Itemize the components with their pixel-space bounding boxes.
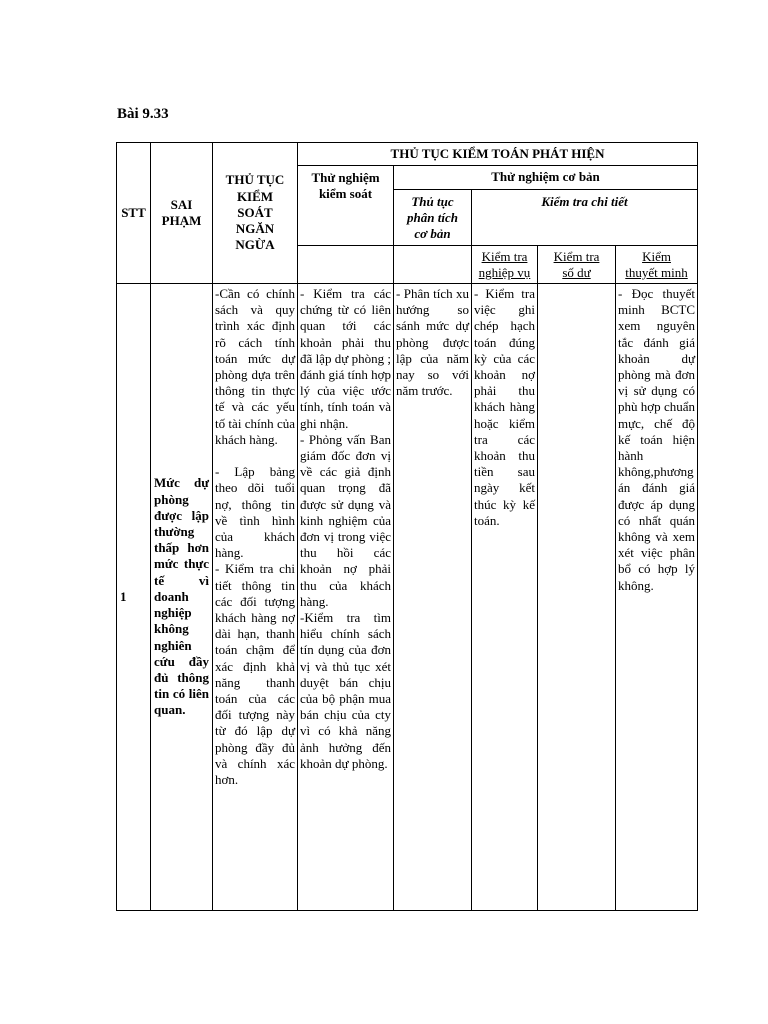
row-transaction-test: - Kiểm tra việc ghi chép hạch toán đúng kỳ của các khoản nợ phải thu khách hàng hoặc kiểm tra các khoản thu tiền sau ngày kết thúc kỳ kế toán.	[472, 284, 538, 911]
exercise-title: Bài 9.33	[117, 106, 169, 122]
header-transaction-test: Kiểm tra nghiệp vụ	[472, 246, 538, 284]
header-analytical-procedures: Thủ tục phân tích cơ bản	[394, 190, 472, 246]
header-detective-procedures: THỦ TỤC KIỂM TOÁN PHÁT HIỆN	[298, 143, 698, 166]
table-row	[117, 284, 698, 911]
header-analytical-blank	[394, 246, 472, 284]
row-error-description: Mức dự phòng được lập thường thấp hơn mức thực tế vì doanh nghiệp không nghiên cứu đầy đủ thông tin có liên quan.	[151, 284, 213, 911]
header-disclosure-test: Kiểm thuyết minh	[616, 246, 698, 284]
header-substantive-test: Thử nghiệm cơ bản	[394, 166, 698, 190]
header-sai-pham: SAI PHẠM	[151, 143, 213, 284]
header-balance-test: Kiểm tra số dư	[538, 246, 616, 284]
row-preventive-procedure: -Cần có chính sách và quy trình xác định rõ cách tính toán mức dự phòng dựa trên thông tin thực tế và các yếu tố tài chính của khách hàng. - Lập bảng theo dõi tuổi nợ, thông tin về tình hình của khách hàng. - Kiểm tra chi tiết thông tin các đối tượng khách hàng nợ dài hạn, thanh toán chậm để xác định khả năng thanh toán của các đối tượng này từ đó lập dự phòng đầy đủ và chính xác hơn.	[213, 284, 298, 911]
header-preventive-procedures: THỦ TỤC KIỂM SOÁT NGĂN NGỪA	[213, 143, 298, 284]
header-stt: STT	[117, 143, 151, 284]
audit-procedures-table	[116, 142, 698, 911]
row-balance-test	[538, 284, 616, 911]
header-control-blank	[298, 246, 394, 284]
header-detail-test: Kiểm tra chi tiết	[472, 190, 698, 246]
row-disclosure-test: - Đọc thuyết minh BCTC xem nguyên tắc đánh giá khoản dự phòng mà đơn vị sử dụng có phù hợp chuẩn mực, chế độ kế toán hiện hành không,phương án đánh giá được áp dụng có nhất quán không và xem xét việc phân bổ có hợp lý không.	[616, 284, 698, 911]
row-control-test: - Kiểm tra các chứng từ có liên quan tới các khoản phải thu đã lập dự phòng ; đánh giá tính hợp lý của việc ước tính, tính toán và ghi nhận. - Phỏng vấn Ban giám đốc đơn vị về các giả định quan trọng đã được sử dụng và kinh nghiệm của đơn vị trong việc thu hồi các khoản nợ phải thu của khách hàng. -Kiểm tra tìm hiểu chính sách tín dụng của đơn vị và thủ tục xét duyệt bán chịu của bộ phận mua bán chịu của cty vì có khả năng ảnh hưởng đến khoản dự phòng.	[298, 284, 394, 911]
header-control-test: Thử nghiệm kiểm soát	[298, 166, 394, 246]
row-analytical-procedure: - Phân tích xu hướng so sánh mức dự phòng được lập của năm nay so với năm trước.	[394, 284, 472, 911]
row-stt: 1	[117, 284, 151, 911]
